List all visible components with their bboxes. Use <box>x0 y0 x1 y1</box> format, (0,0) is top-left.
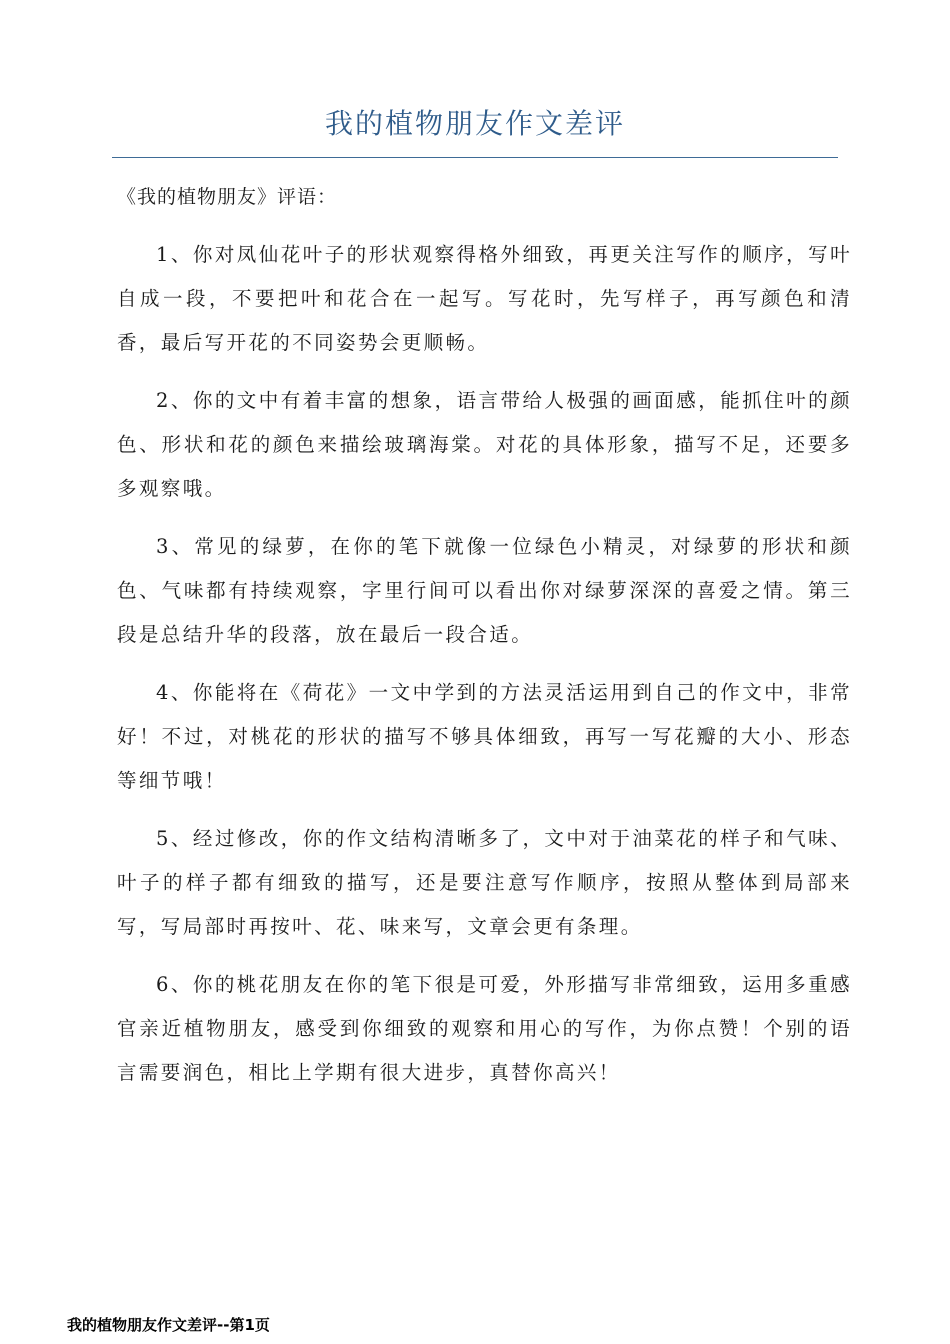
comment-paragraph-5: 5、经过修改，你的作文结构清晰多了，文中对于油菜花的样子和气味、叶子的样子都有细致的描写，还是要注意写作顺序，按照从整体到局部来写，写局部时再按叶、花、味来写，文章会更有条理。 <box>117 827 852 938</box>
comment-paragraph-1: 1、你对凤仙花叶子的形状观察得格外细致，再更关注写作的顺序，写叶自成一段，不要把叶和花合在一起写。写花时，先写样子，再写颜色和清香，最后写开花的不同姿势会更顺畅。 <box>117 243 852 354</box>
comment-heading: 《我的植物朋友》评语： <box>117 186 338 208</box>
comment-paragraph-3: 3、常见的绿萝，在你的笔下就像一位绿色小精灵，对绿萝的形状和颜色、气味都有持续观察，字里行间可以看出你对绿萝深深的喜爱之情。第三段是总结升华的段落，放在最后一段合适。 <box>117 535 852 646</box>
document-body <box>117 177 852 1109</box>
comment-paragraph-4: 4、你能将在《荷花》一文中学到的方法灵活运用到自己的作文中，非常好！不过，对桃花的形状的描写不够具体细致，再写一写花瓣的大小、形态等细节哦！ <box>117 681 852 792</box>
document-title: 我的植物朋友作文差评 <box>324 107 625 140</box>
title-divider <box>112 157 838 158</box>
comment-paragraph-6: 6、你的桃花朋友在你的笔下很是可爱，外形描写非常细致，运用多重感官亲近植物朋友，感受到你细致的观察和用心的写作，为你点赞！个别的语言需要润色，相比上学期有很大进步，真替你高兴！ <box>117 973 852 1084</box>
comment-paragraph-2: 2、你的文中有着丰富的想象，语言带给人极强的画面感，能抓住叶的颜色、形状和花的颜色来描绘玻璃海棠。对花的具体形象，描写不足，还要多多观察哦。 <box>117 389 852 500</box>
page-footer: 我的植物朋友作文差评--第1页 <box>67 1316 270 1334</box>
